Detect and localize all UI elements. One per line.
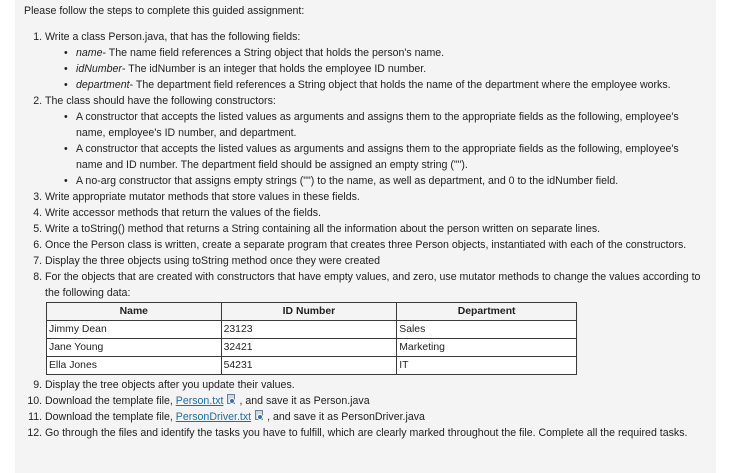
table-row bbox=[47, 321, 577, 339]
table-cell: Jimmy Dean bbox=[47, 321, 222, 339]
step-4: 4. Write accessor methods that return the values of the fields. bbox=[45, 205, 707, 221]
step-8 bbox=[45, 269, 707, 375]
constructor-item: • A constructor that accepts the listed values as arguments and assigns them to the appropriate fields as the following, employee's name, employee's ID number, and department. bbox=[64, 109, 707, 141]
step-3: 3. Write appropriate mutator methods that store values in these fields. bbox=[45, 189, 707, 205]
step-10-suffix: , and save it as Person.java bbox=[239, 395, 370, 407]
steps-list bbox=[15, 29, 707, 441]
step-11 bbox=[45, 409, 707, 425]
column-header-department: Department bbox=[397, 303, 577, 321]
field-item bbox=[64, 45, 707, 61]
step-2-text: The class should have the following constructors: bbox=[45, 95, 276, 107]
step-10 bbox=[45, 393, 707, 409]
table-row bbox=[47, 357, 577, 375]
step-11-suffix: , and save it as PersonDriver.java bbox=[267, 411, 425, 423]
table-cell: IT bbox=[397, 357, 577, 375]
table-cell: 23123 bbox=[221, 321, 397, 339]
table-cell: 32421 bbox=[221, 339, 397, 357]
person-txt-link[interactable]: Person.txt bbox=[175, 395, 224, 407]
field-desc: - The department field references a String object that holds the name of the department where the employee works. bbox=[129, 79, 671, 91]
step-10-text: Download the template file, bbox=[45, 395, 173, 407]
assignment-panel bbox=[15, 0, 716, 473]
table-row bbox=[47, 339, 577, 357]
table-cell: Marketing bbox=[397, 339, 577, 357]
step-6: 6. Once the Person class is written, create a separate program that creates three Person objects, instantiated with each of the constructors. bbox=[45, 237, 707, 253]
field-desc: - The name field references a String object that holds the person's name. bbox=[102, 47, 445, 59]
step-1 bbox=[45, 29, 707, 93]
field-name: idNumber bbox=[76, 63, 122, 75]
file-attachment-icon[interactable] bbox=[254, 410, 265, 421]
persondriver-txt-link[interactable]: PersonDriver.txt bbox=[175, 411, 252, 423]
step-5: 5. Write a toString() method that returns a String containing all the information about the person written on separate lines. bbox=[45, 221, 707, 237]
field-item bbox=[64, 61, 707, 77]
fields-list bbox=[45, 45, 707, 93]
employee-data-table bbox=[46, 302, 577, 375]
column-header-id: ID Number bbox=[221, 303, 397, 321]
step-2 bbox=[45, 93, 707, 189]
intro-text: Please follow the steps to complete this guided assignment: bbox=[24, 5, 305, 17]
step-8-text: For the objects that are created with constructors that have empty values, and zero, use mutator methods to change the values according to the following data: bbox=[45, 271, 701, 299]
field-name: name bbox=[76, 47, 103, 59]
constructor-item: • A constructor that accepts the listed values as arguments and assigns them to the appropriate fields as the following, employee's name and ID number. The department field should be assigned an empty string (""). bbox=[64, 141, 707, 173]
step-12: 12. Go through the files and identify the tasks you have to fulfill, which are clearly marked throughout the file. Complete all the required tasks. bbox=[45, 425, 707, 441]
table-cell: Jane Young bbox=[47, 339, 222, 357]
table-cell: Ella Jones bbox=[47, 357, 222, 375]
constructor-item: • A no-arg constructor that assigns empty strings ("") to the name, as well as department, and 0 to the idNumber field. bbox=[64, 173, 707, 189]
field-item bbox=[64, 77, 707, 93]
table-cell: 54231 bbox=[221, 357, 397, 375]
step-1-text: Write a class Person.java, that has the following fields: bbox=[45, 31, 301, 43]
constructors-list bbox=[45, 109, 707, 189]
column-header-name: Name bbox=[47, 303, 222, 321]
table-cell: Sales bbox=[397, 321, 577, 339]
field-name: department bbox=[76, 79, 130, 91]
step-11-text: Download the template file, bbox=[45, 411, 173, 423]
step-9: 9. Display the tree objects after you update their values. bbox=[45, 377, 707, 393]
field-desc: - The idNumber is an integer that holds the employee ID number. bbox=[121, 63, 427, 75]
file-attachment-icon[interactable] bbox=[226, 394, 237, 405]
step-7: 7. Display the three objects using toString method once they were created bbox=[45, 253, 707, 269]
table-header-row bbox=[47, 303, 577, 321]
